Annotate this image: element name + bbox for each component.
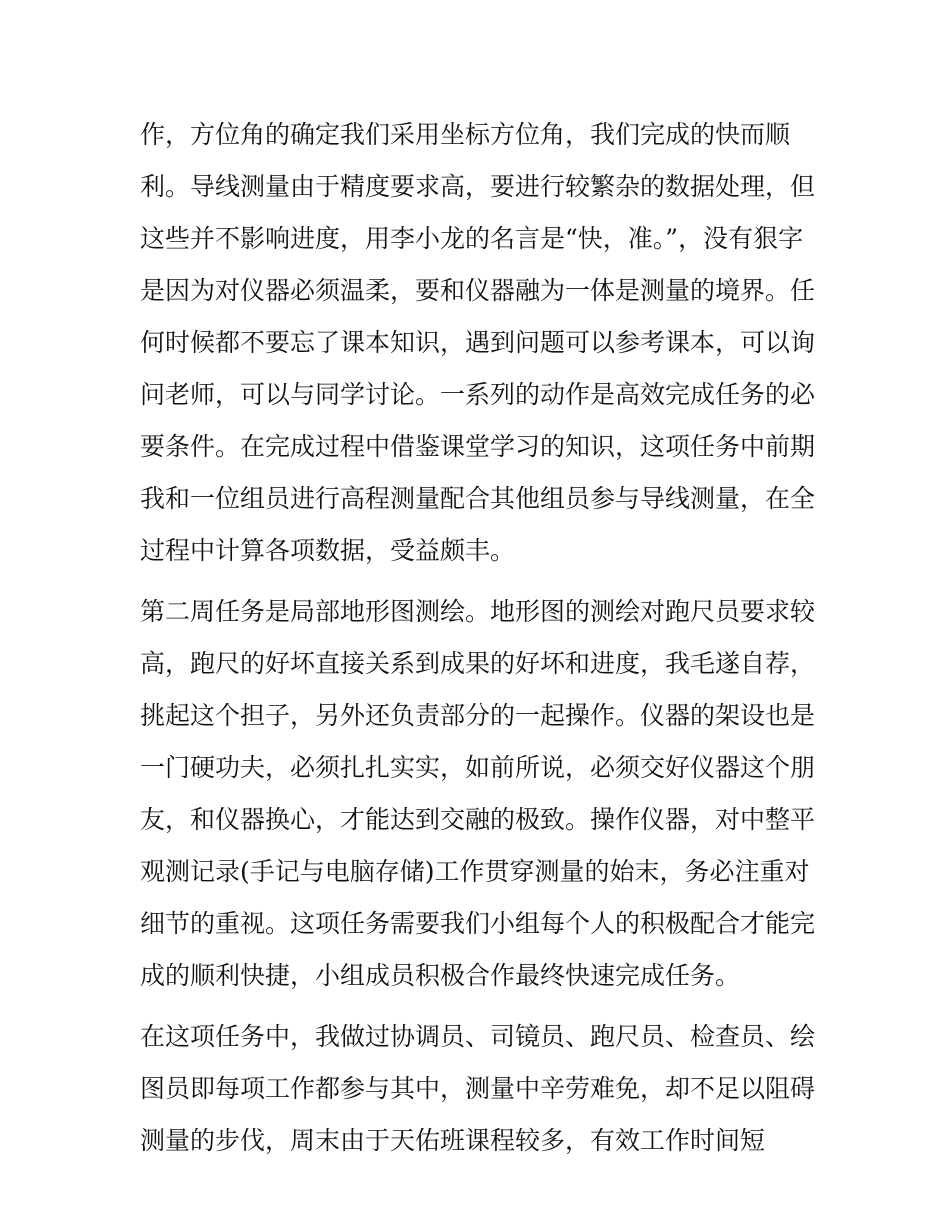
- paragraph-start-line: 在这项任务中，我做过协调员、司镜员、跑尺员、检查员、绘: [140, 1022, 816, 1051]
- text-line: 是因为对仪器必须温柔，要和仪器融为一体是测量的境界。任: [140, 276, 816, 305]
- text-line: 问老师，可以与同学讨论。一系列的动作是高效完成任务的必: [140, 380, 816, 409]
- text-line: 成的顺利快捷，小组成员积极合作最终快速完成任务。: [140, 961, 741, 990]
- text-line: 过程中计算各项数据，受益颇丰。: [140, 536, 516, 565]
- text-line: 一门硬功夫，必须扎扎实实，如前所说，必须交好仪器这个朋: [140, 753, 816, 782]
- text-line: 挑起这个担子，另外还负责部分的一起操作。仪器的架设也是: [140, 701, 816, 730]
- body-text: [140, 109, 820, 1167]
- text-line: 作，方位角的确定我们采用坐标方位角，我们完成的快而顺: [140, 120, 791, 149]
- text-line: 利。导线测量由于精度要求高，要进行较繁杂的数据处理，但: [140, 172, 816, 201]
- text-line: 高，跑尺的好坏直接关系到成果的好坏和进度，我毛遂自荐，: [140, 649, 816, 678]
- text-line: 图员即每项工作都参与其中，测量中辛劳难免，却不足以阻碍: [140, 1074, 816, 1103]
- text-line: 细节的重视。这项任务需要我们小组每个人的积极配合才能完: [140, 909, 816, 938]
- text-line: 何时候都不要忘了课本知识，遇到问题可以参考课本，可以询: [140, 328, 816, 357]
- text-line: 这些并不影响进度，用李小龙的名言是“快，准。”，没有狠字: [140, 224, 804, 253]
- text-line: 我和一位组员进行高程测量配合其他组员参与导线测量，在全: [140, 484, 816, 513]
- text-line: 要条件。在完成过程中借鉴课堂学习的知识，这项任务中前期: [140, 432, 816, 461]
- text-line: 友，和仪器换心，才能达到交融的极致。操作仪器，对中整平: [140, 805, 816, 834]
- paragraph-start-line: 第二周任务是局部地形图测绘。地形图的测绘对跑尺员要求较: [140, 597, 816, 626]
- text-line: 观测记录(手记与电脑存储)工作贯穿测量的始末，务必注重对: [140, 857, 810, 886]
- text-line: 测量的步伐，周末由于天佑班课程较多，有效工作时间短: [140, 1126, 766, 1155]
